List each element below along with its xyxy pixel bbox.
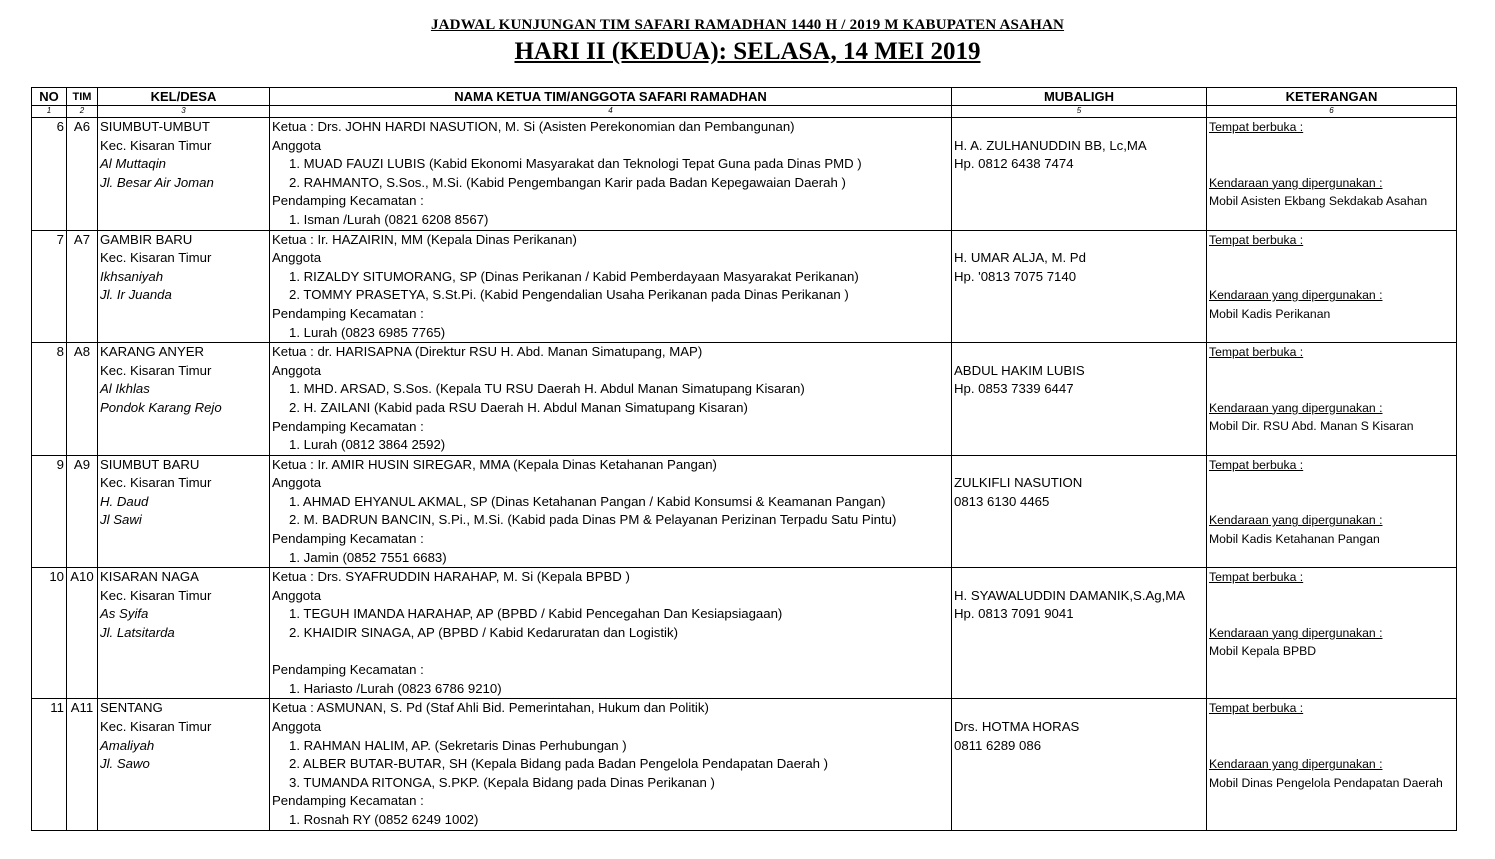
anggota-label: Anggota (272, 137, 322, 153)
kendaraan-label: Kendaraan yang dipergunakan : (1209, 175, 1383, 190)
anggota-label: Anggota (272, 587, 322, 603)
column-number: 3 (98, 106, 270, 118)
kendaraan-label: Kendaraan yang dipergunakan : (1209, 757, 1383, 771)
kecamatan-name: Kec. Kisaran Timur (100, 587, 212, 603)
anggota-member: 1. AHMAD EHYANUL AKMAL, SP (Dinas Ketahanan Pangan / Kabid Konsumsi & Keamanan Pangan) (289, 493, 886, 509)
column-header-no: NO (32, 88, 67, 106)
team-members-cell (270, 568, 952, 699)
anggota-member: 2. KHAIDIR SINAGA, AP (BPBD / Kabid Kedaruratan dan Logistik) (289, 625, 678, 641)
pendamping-member: 1. Isman /Lurah (0821 6208 8567) (289, 211, 489, 227)
column-header-kel-desa: KEL/DESA (98, 88, 270, 106)
column-number-row (32, 106, 1457, 118)
column-header-tim: TIM (67, 88, 98, 106)
location-cell (98, 568, 270, 699)
pendamping-label: Pendamping Kecamatan : (272, 305, 424, 321)
street-name: Jl. Besar Air Joman (100, 174, 214, 190)
column-header-keterangan: KETERANGAN (1207, 88, 1457, 106)
desa-name: SIUMBUT BARU (100, 456, 200, 472)
team-members-cell (270, 699, 952, 830)
anggota-label: Anggota (272, 362, 322, 378)
pendamping-member: 1. Lurah (0812 3864 2592) (289, 437, 446, 453)
tempat-berbuka-label: Tempat berbuka : (1209, 701, 1304, 716)
pendamping-member: 1. Rosnah RY (0852 6249 1002) (289, 811, 479, 827)
table-row (32, 343, 1457, 456)
keterangan-cell (1207, 118, 1457, 231)
anggota-member: 2. H. ZAILANI (Kabid pada RSU Daerah H. Abdul Manan Simatupang Kisaran) (289, 399, 748, 415)
pendamping-label: Pendamping Kecamatan : (272, 531, 424, 547)
anggota-member: 1. RIZALDY SITUMORANG, SP (Dinas Perikanan / Kabid Pemberdayaan Masyarakat Perikanan) (289, 268, 859, 284)
row-number: 11 (32, 699, 67, 830)
team-code: A7 (67, 230, 98, 343)
location-cell (98, 455, 270, 568)
ketua-line: Ketua : Ir. HAZAIRIN, MM (Kepala Dinas Perikanan) (272, 231, 577, 247)
keterangan-cell (1207, 455, 1457, 568)
anggota-member: 1. MHD. ARSAD, S.Sos. (Kepala TU RSU Daerah H. Abdul Manan Simatupang Kisaran) (289, 381, 805, 397)
desa-name: GAMBIR BARU (100, 231, 193, 247)
kendaraan-label: Kendaraan yang dipergunakan : (1209, 288, 1383, 303)
anggota-member: 1. TEGUH IMANDA HARAHAP, AP (BPBD / Kabid Pencegahan Dan Kesiapsiagaan) (289, 606, 783, 622)
mubaligh-name: H. SYAWALUDDIN DAMANIK,S.Ag,MA (954, 587, 1186, 603)
kendaraan-label: Kendaraan yang dipergunakan : (1209, 513, 1383, 528)
keterangan-cell (1207, 230, 1457, 343)
pendamping-label: Pendamping Kecamatan : (272, 193, 424, 209)
tempat-berbuka-label: Tempat berbuka : (1209, 120, 1304, 134)
mubaligh-name: H. UMAR ALJA, M. Pd (954, 250, 1086, 266)
mubaligh-phone: Hp. 0813 7091 9041 (954, 606, 1074, 622)
team-members-cell (270, 230, 952, 343)
pendamping-label: Pendamping Kecamatan : (272, 418, 424, 434)
desa-name: KARANG ANYER (100, 344, 205, 360)
pendamping-member: 1. Jamin (0852 7551 6683) (289, 549, 447, 565)
ketua-line: Ketua : Drs. SYAFRUDDIN HARAHAP, M. Si (Kepala BPBD ) (272, 569, 630, 585)
team-code: A10 (67, 568, 98, 699)
tempat-berbuka-label: Tempat berbuka : (1209, 457, 1304, 472)
kendaraan-value: Mobil Kadis Perikanan (1209, 306, 1331, 321)
kecamatan-name: Kec. Kisaran Timur (100, 475, 212, 491)
anggota-member: 2. M. BADRUN BANCIN, S.Pi., M.Si. (Kabid pada Dinas PM & Pelayanan Perizinan Terpadu Satu Pintu) (289, 512, 897, 528)
kendaraan-value: Mobil Kepala BPBD (1209, 644, 1317, 659)
location-cell (98, 343, 270, 456)
team-members-cell (270, 343, 952, 456)
street-name: Jl. Latsitarda (100, 625, 175, 641)
masjid-name: Al Muttaqin (100, 156, 166, 172)
column-number: 2 (67, 106, 98, 118)
document-title: JADWAL KUNJUNGAN TIM SAFARI RAMADHAN 1440 H / 2019 M KABUPATEN ASAHAN (430, 17, 1065, 33)
tempat-berbuka-label: Tempat berbuka : (1209, 232, 1304, 247)
location-cell (98, 118, 270, 231)
row-number: 6 (32, 118, 67, 231)
mubaligh-phone: 0811 6289 086 (954, 737, 1042, 753)
pendamping-member: 1. Hariasto /Lurah (0823 6786 9210) (289, 680, 502, 696)
kecamatan-name: Kec. Kisaran Timur (100, 362, 212, 378)
street-name: Jl. Sawo (100, 756, 150, 772)
schedule-table (31, 87, 1457, 831)
mubaligh-phone: 0813 6130 4465 (954, 493, 1050, 509)
row-number: 10 (32, 568, 67, 699)
column-number: 1 (32, 106, 67, 118)
table-row (32, 118, 1457, 231)
row-number: 7 (32, 230, 67, 343)
team-code: A8 (67, 343, 98, 456)
kendaraan-value: Mobil Dinas Pengelola Pendapatan Daerah (1209, 775, 1443, 790)
mubaligh-phone: Hp. 0853 7339 6447 (954, 381, 1074, 397)
kecamatan-name: Kec. Kisaran Timur (100, 137, 212, 153)
table-row (32, 230, 1457, 343)
mubaligh-cell (952, 343, 1207, 456)
masjid-name: Ikhsaniyah (100, 268, 164, 284)
team-code: A9 (67, 455, 98, 568)
location-cell (98, 699, 270, 830)
table-row (32, 455, 1457, 568)
anggota-member: 1. MUAD FAUZI LUBIS (Kabid Ekonomi Masyarakat dan Teknologi Tepat Guna pada Dinas PMD ) (289, 156, 862, 172)
kendaraan-label: Kendaraan yang dipergunakan : (1209, 400, 1383, 415)
kendaraan-value: Mobil Kadis Ketahanan Pangan (1209, 531, 1380, 546)
street-name: Jl Sawi (100, 512, 142, 528)
anggota-label: Anggota (272, 719, 322, 734)
team-code: A11 (67, 699, 98, 830)
keterangan-cell (1207, 699, 1457, 830)
tempat-berbuka-label: Tempat berbuka : (1209, 345, 1304, 360)
row-number: 9 (32, 455, 67, 568)
document-subtitle: HARI II (KEDUA): SELASA, 14 MEI 2019 (514, 38, 981, 65)
street-name: Jl. Ir Juanda (100, 287, 172, 303)
kendaraan-label: Kendaraan yang dipergunakan : (1209, 625, 1383, 640)
masjid-name: As Syifa (100, 606, 149, 622)
mubaligh-phone: Hp. 0812 6438 7474 (954, 156, 1074, 172)
masjid-name: Amaliyah (100, 737, 155, 753)
kecamatan-name: Kec. Kisaran Timur (100, 719, 212, 734)
anggota-member: 2. ALBER BUTAR-BUTAR, SH (Kepala Bidang pada Badan Pengelola Pendapatan Daerah ) (289, 756, 829, 772)
pendamping-label: Pendamping Kecamatan : (272, 793, 424, 809)
mubaligh-cell (952, 118, 1207, 231)
ketua-line: Ketua : ASMUNAN, S. Pd (Staf Ahli Bid. Pemerintahan, Hukum dan Politik) (272, 700, 709, 716)
street-name: Pondok Karang Rejo (100, 399, 222, 415)
kendaraan-value: Mobil Dir. RSU Abd. Manan S Kisaran (1209, 419, 1414, 434)
anggota-label: Anggota (272, 250, 322, 266)
column-header-nama: NAMA KETUA TIM/ANGGOTA SAFARI RAMADHAN (270, 88, 952, 106)
mubaligh-phone: Hp. '0813 7075 7140 (954, 268, 1077, 284)
table-row (32, 568, 1457, 699)
mubaligh-name: ABDUL HAKIM LUBIS (954, 362, 1085, 378)
anggota-label: Anggota (272, 475, 322, 491)
masjid-name: H. Daud (100, 493, 149, 509)
column-header-mubaligh: MUBALIGH (952, 88, 1207, 106)
team-code: A6 (67, 118, 98, 231)
keterangan-cell (1207, 568, 1457, 699)
team-members-cell (270, 118, 952, 231)
mubaligh-cell (952, 568, 1207, 699)
mubaligh-cell (952, 455, 1207, 568)
desa-name: SIUMBUT-UMBUT (100, 119, 210, 134)
column-number: 4 (270, 106, 952, 118)
anggota-member: 2. TOMMY PRASETYA, S.St.Pi. (Kabid Pengendalian Usaha Perikanan pada Dinas Perikanan ) (289, 287, 849, 303)
kecamatan-name: Kec. Kisaran Timur (100, 250, 212, 266)
mubaligh-name: H. A. ZULHANUDDIN BB, Lc,MA (954, 137, 1147, 153)
team-members-cell (270, 455, 952, 568)
ketua-line: Ketua : dr. HARISAPNA (Direktur RSU H. Abd. Manan Simatupang, MAP) (272, 344, 703, 360)
desa-name: KISARAN NAGA (100, 569, 199, 585)
table-row (32, 699, 1457, 830)
table-header-row (32, 88, 1457, 106)
row-number: 8 (32, 343, 67, 456)
anggota-member: 1. RAHMAN HALIM, AP. (Sekretaris Dinas Perhubungan ) (289, 737, 627, 753)
location-cell (98, 230, 270, 343)
kendaraan-value: Mobil Asisten Ekbang Sekdakab Asahan (1209, 194, 1428, 209)
mubaligh-name: ZULKIFLI NASUTION (954, 475, 1083, 491)
mubaligh-cell (952, 699, 1207, 830)
pendamping-member: 1. Lurah (0823 6985 7765) (289, 324, 446, 340)
column-number: 6 (1207, 106, 1457, 118)
masjid-name: Al Ikhlas (100, 381, 150, 397)
mubaligh-name: Drs. HOTMA HORAS (954, 719, 1080, 734)
keterangan-cell (1207, 343, 1457, 456)
anggota-member: 3. TUMANDA RITONGA, S.PKP. (Kepala Bidang pada Dinas Perikanan ) (289, 774, 715, 790)
pendamping-label: Pendamping Kecamatan : (272, 662, 424, 678)
tempat-berbuka-label: Tempat berbuka : (1209, 570, 1304, 585)
anggota-member: 2. RAHMANTO, S.Sos., M.Si. (Kabid Pengembangan Karir pada Badan Kepegawaian Daerah ) (289, 174, 846, 190)
column-number: 5 (952, 106, 1207, 118)
ketua-line: Ketua : Ir. AMIR HUSIN SIREGAR, MMA (Kepala Dinas Ketahanan Pangan) (272, 456, 717, 472)
ketua-line: Ketua : Drs. JOHN HARDI NASUTION, M. Si (Asisten Perekonomian dan Pembangunan) (272, 119, 795, 134)
desa-name: SENTANG (100, 700, 163, 716)
mubaligh-cell (952, 230, 1207, 343)
